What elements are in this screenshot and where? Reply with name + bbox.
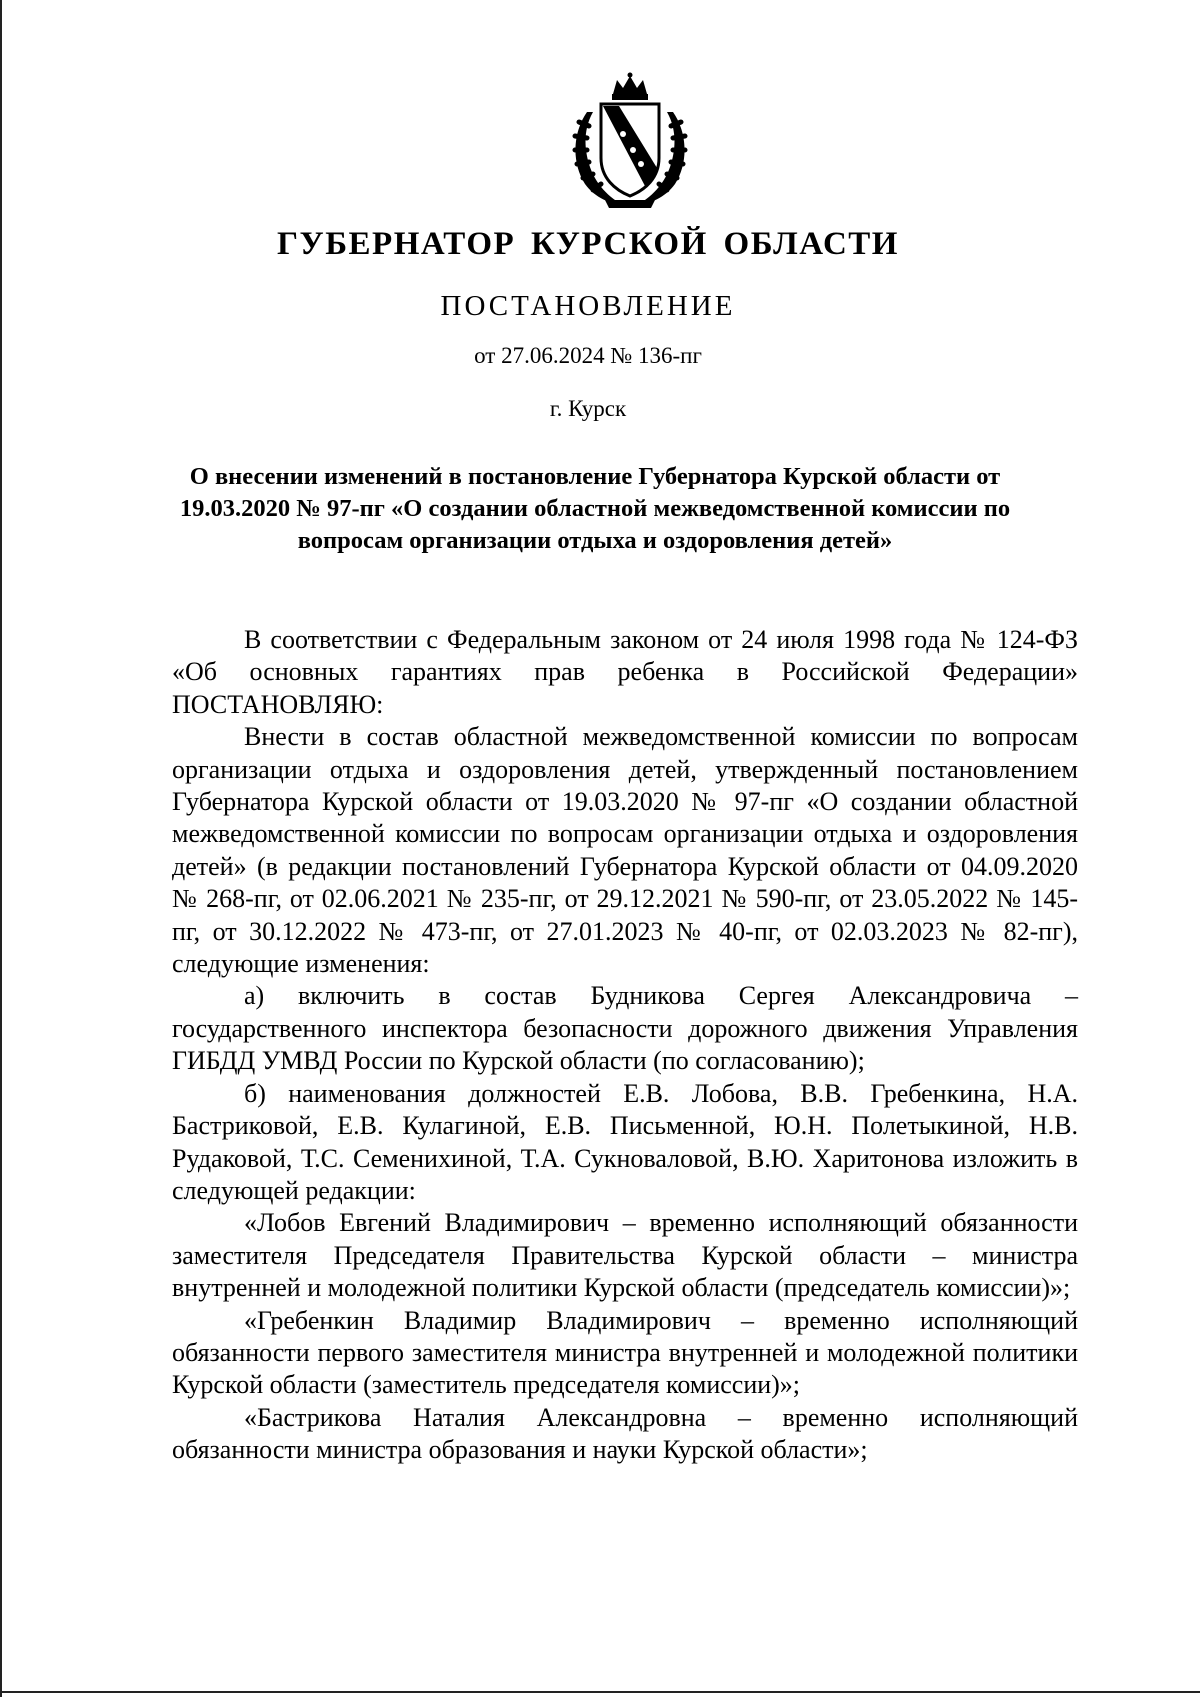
issuer-title: ГУБЕРНАТОР КУРСКОЙ ОБЛАСТИ (277, 226, 899, 262)
document-subject: О внесении изменений в постановление Губернатора Курской области от 19.03.2020 № 97-пг «О создании областной межведомственной комиссии по вопросам организации отдыха и оздоровления детей» (179, 463, 1011, 554)
document-city: г. Курск (549, 396, 627, 421)
paragraph: «Гребенкин Владимир Владимирович – временно исполняющий обязанности первого заместителя министра внутренней и молодежной политики Курской области (заместитель председателя комиссии)»; (172, 1305, 1078, 1400)
coat-of-arms-icon (565, 72, 695, 212)
paragraph: В соответствии с Федеральным законом от 24 июля 1998 года № 124-ФЗ «Об основных гарантиях прав ребенка в Российской Федерации» ПОСТАНОВЛЯЮ: (172, 625, 1078, 719)
paragraph: «Бастрикова Наталия Александровна – временно исполняющий обязанности министра образования и науки Курской области»; (172, 1402, 1078, 1465)
paragraph: Внести в состав областной межведомственной комиссии по вопросам организации отдыха и оздоровления детей, утвержденный постановлением Губернатора Курской области от 19.03.2020 № 97-пг «О создании областной межведомственной комиссии по вопросам организации отдыха и оздоровления детей» (в редакции постановлений Губернатора Курской области от 04.09.2020 № 268-пг, от 02.06.2021 № 235-пг, от 29.12.2021 № 590-пг, от 23.05.2022 № 145-пг, от 30.12.2022 № 473-пг, от 27.01.2023 № 40-пг, от 02.03.2023 № 82-пг), следующие изменения: (172, 722, 1078, 979)
paragraph: б) наименования должностей Е.В. Лобова, В.В. Гребенкина, Н.А. Бастриковой, Е.В. Кулагиной, Е.В. Письменной, Ю.Н. Полетыкиной, Н.В. Рудаковой, Т.С. Семенихиной, Т.А. Сукноваловой, В.Ю. Харитонова изложить в следующей редакции: (172, 1078, 1078, 1205)
document-type: ПОСТАНОВЛЕНИЕ (440, 290, 736, 322)
document-body (172, 624, 1078, 1467)
paragraph: а) включить в состав Будникова Сергея Александровича – государственного инспектора безопасности дорожного движения Управления ГИБДД УМВД России по Курской области (по согласованию); (172, 981, 1078, 1076)
document-number: от 27.06.2024 № 136-пг (474, 343, 702, 368)
paragraph: «Лобов Евгений Владимирович – временно исполняющий обязанности заместителя Председателя Правительства Курской области – министра внутренней и молодежной политики Курской области (председатель комиссии)»; (172, 1208, 1078, 1303)
page-edge-bottom (0, 1691, 1200, 1693)
